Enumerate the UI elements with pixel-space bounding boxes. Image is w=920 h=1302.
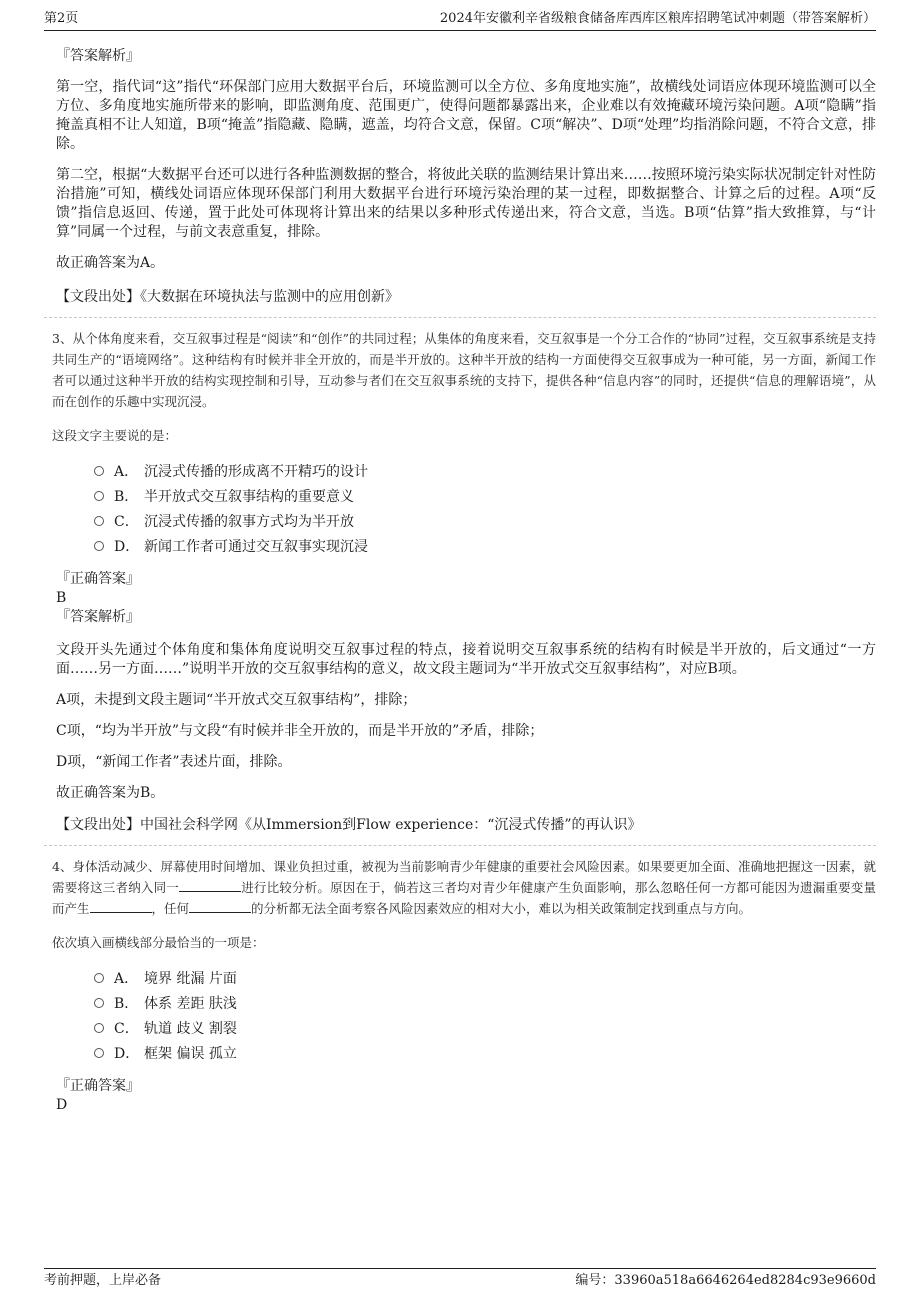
option-letter: C． bbox=[114, 1021, 139, 1037]
page-footer bbox=[44, 1268, 876, 1291]
q4-option-a[interactable] bbox=[94, 969, 876, 994]
q4-text-part-1: 4、身体活动减少、屏幕使用时间增加、课业负担过重，被视为当前影响青少年健康的重要社会风险因素。如果要更加全面、准确地把握这一因素，就需要将这三者纳入同一 bbox=[52, 859, 876, 895]
q3-option-d[interactable] bbox=[94, 537, 876, 562]
option-letter: A． bbox=[114, 971, 139, 987]
q3-answer-label: 『正确答案』 bbox=[56, 571, 140, 587]
q4-text-part-4: 的分析都无法全面考察各风险因素效应的相对大小，难以为相关政策制定找到重点与方向。 bbox=[251, 901, 752, 916]
fill-blank-1 bbox=[179, 879, 241, 892]
q4-option-c[interactable] bbox=[94, 1019, 876, 1044]
radio-icon[interactable] bbox=[94, 491, 104, 501]
radio-icon[interactable] bbox=[94, 516, 104, 526]
radio-icon[interactable] bbox=[94, 1023, 104, 1033]
q3-option-a[interactable] bbox=[94, 462, 876, 487]
q4-answer: D bbox=[56, 1097, 68, 1113]
q4-text-part-3: ，任何 bbox=[151, 901, 190, 916]
q2-analysis-label: 『答案解析』 bbox=[56, 48, 140, 64]
q3-prompt: 这段文字主要说的是： bbox=[52, 428, 178, 443]
section-divider bbox=[44, 317, 876, 318]
option-text: 框架 偏误 孤立 bbox=[144, 1046, 237, 1062]
page-number: 第2页 bbox=[44, 11, 79, 26]
q3-answer: B bbox=[56, 590, 67, 606]
q3-question-text: 3、从个体角度来看，交互叙事过程是“阅读”和“创作”的共同过程；从集体的角度来看，交互叙事是一个分工合作的“协同”过程，交互叙事系统是支持共同生产的“语境网络”。这种结构有时候并非全开放的，而是半开放的。这种半开放的结构一方面使得交互叙事成为一种可能，另一方面，新闻工作者可以通过这种半开放的结构实现控制和引导，互动参与者们在交互叙事系统的支持下，提供各种“信息内容”的同时，还提供“信息的理解语境”，从而在创作的乐趣中实现沉浸。 bbox=[52, 331, 876, 409]
footer-slogan: 考前押题，上岸必备 bbox=[44, 1273, 162, 1288]
fill-blank-2 bbox=[90, 900, 152, 913]
document-id: 编号：33960a518a6646264ed8284c93e9660d bbox=[575, 1273, 876, 1288]
q3-analysis-paragraph: 文段开头先通过个体角度和集体角度说明交互叙事过程的特点，接着说明交互叙事系统的结构有时候是半开放的，后文通过“一方面……另一方面……”说明半开放的交互叙事结构的意义，故文段主题词为“半开放式交互叙事结构”，对应B项。 bbox=[56, 642, 876, 677]
q3-option-c[interactable] bbox=[94, 512, 876, 537]
document-title: 2024年安徽利辛省级粮食储备库西库区粮库招聘笔试冲刺题（带答案解析） bbox=[439, 11, 876, 26]
q4-question-text bbox=[44, 856, 876, 919]
q2-source: 【文段出处】《大数据在环境执法与监测中的应用创新》 bbox=[56, 289, 399, 305]
q3-option-b[interactable] bbox=[94, 487, 876, 512]
q4-answer-label: 『正确答案』 bbox=[56, 1078, 140, 1094]
q3-source: 【文段出处】中国社会科学网《从Immersion到Flow experience：“沉浸式传播”的再认识》 bbox=[56, 817, 642, 833]
q4-options bbox=[44, 969, 876, 1069]
option-letter: D． bbox=[114, 539, 140, 555]
q4-text-part-2: 进行比较分析。原因在于，倘若这三者均对青少年健康产生负面影响，那么忽略任何一方都可能因为遗漏重要变量而产生 bbox=[52, 880, 876, 916]
option-text: 沉浸式传播的叙事方式均为半开放 bbox=[144, 514, 354, 530]
radio-icon[interactable] bbox=[94, 998, 104, 1008]
option-letter: D． bbox=[114, 1046, 140, 1062]
fill-blank-3 bbox=[189, 900, 251, 913]
q4-prompt: 依次填入画横线部分最恰当的一项是： bbox=[52, 935, 265, 950]
option-text: 轨道 歧义 割裂 bbox=[144, 1021, 237, 1037]
q3-analysis-label: 『答案解析』 bbox=[56, 609, 140, 625]
radio-icon[interactable] bbox=[94, 1048, 104, 1058]
option-text: 沉浸式传播的形成离不开精巧的设计 bbox=[144, 464, 368, 480]
option-letter: B． bbox=[114, 489, 139, 505]
q3-conclusion: 故正确答案为B。 bbox=[56, 785, 165, 801]
page-content bbox=[44, 40, 876, 1115]
radio-icon[interactable] bbox=[94, 466, 104, 476]
q3-analysis-option-d: D项，“新闻工作者”表述片面，排除。 bbox=[56, 754, 292, 770]
radio-icon[interactable] bbox=[94, 541, 104, 551]
page-header bbox=[44, 10, 876, 31]
q3-analysis-option-c: C项，“均为半开放”与文段“有时候并非全开放的，而是半开放的”矛盾，排除； bbox=[56, 723, 544, 739]
q3-options bbox=[44, 462, 876, 562]
option-text: 半开放式交互叙事结构的重要意义 bbox=[144, 489, 354, 505]
section-divider bbox=[44, 845, 876, 846]
q3-analysis-option-a: A项，未提到文段主题词“半开放式交互叙事结构”，排除； bbox=[56, 692, 417, 708]
q2-analysis-paragraph-2: 第二空，根据“大数据平台还可以进行各种监测数据的整合，将彼此关联的监测结果计算出来……按照环境污染实际状况制定针对性防治措施”可知，横线处词语应体现环保部门利用大数据平台进行环境污染治理的某一过程，即数据整合、计算之后的过程。A项“反馈”指信息返回、传递，置于此处可体现将计算出来的结果以多种形式传递出来，符合文意，当选。B项“估算”指大致推算，与“计算”同属一个过程，与前文表意重复，排除。 bbox=[56, 167, 876, 240]
option-letter: B． bbox=[114, 996, 139, 1012]
option-text: 体系 差距 肤浅 bbox=[144, 996, 237, 1012]
q2-analysis-paragraph-1: 第一空，指代词“这”指代“环保部门应用大数据平台后，环境监测可以全方位、多角度地实施”，故横线处词语应体现环境监测可以全方位、多角度地实施所带来的影响，即监测角度、范围更广，使得问题都暴露出来，企业难以有效掩藏环境污染问题。A项“隐瞒”指掩盖真相不让人知道，B项“掩盖”指隐藏、隐瞒，遮盖，均符合文意，保留。C项“解决”、D项“处理”均指消除问题，不符合文意，排除。 bbox=[56, 79, 876, 152]
q4-option-d[interactable] bbox=[94, 1044, 876, 1069]
radio-icon[interactable] bbox=[94, 973, 104, 983]
option-letter: C． bbox=[114, 514, 139, 530]
q4-option-b[interactable] bbox=[94, 994, 876, 1019]
option-letter: A． bbox=[114, 464, 139, 480]
option-text: 境界 纰漏 片面 bbox=[144, 971, 237, 987]
option-text: 新闻工作者可通过交互叙事实现沉浸 bbox=[144, 539, 368, 555]
q2-conclusion: 故正确答案为A。 bbox=[56, 255, 165, 271]
